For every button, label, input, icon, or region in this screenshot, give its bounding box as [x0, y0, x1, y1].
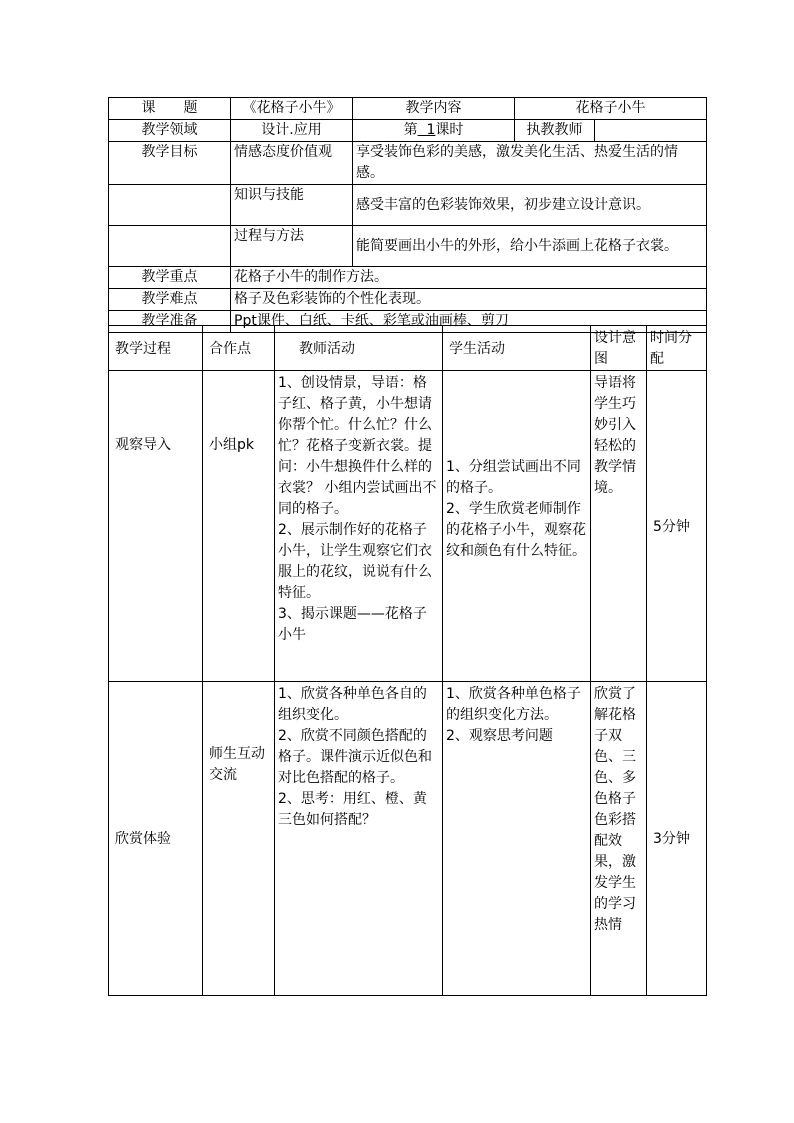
cooperation-cell: 小组pk [203, 371, 275, 682]
intent-header: 设计意图 [591, 326, 647, 371]
course-title: 《花格子小牛》 [231, 98, 353, 120]
student-activity-cell: 1、欣赏各种单色格子的组织变化方法。 2、观察思考问题 [443, 682, 591, 996]
objective-row-3 [109, 226, 707, 267]
student-activity-cell: 1、分组尝试画出不同的格子。 2、学生欣赏老师制作的花格子小牛，观察花纹和颜色有什么特征。 [443, 371, 591, 682]
objective-text: 享受装饰色彩的美感，激发美化生活、热爱生活的情感。 [353, 142, 707, 185]
cooperation-header: 合作点 [203, 326, 275, 371]
period-suffix: 课时 [435, 122, 464, 138]
intent-cell: 欣赏了解花格子双色、三色、多色格子色彩搭配效果，激发学生的学习热情 [591, 682, 647, 996]
student-header: 学生活动 [443, 326, 591, 371]
time-cell: 5分钟 [647, 371, 707, 682]
process-row-1 [109, 371, 707, 682]
content-value: 花格子小牛 [515, 98, 707, 120]
period-cell [353, 120, 515, 142]
objectives-label: 教学目标 [109, 142, 231, 185]
course-label: 课 题 [109, 98, 231, 120]
key-points-row [109, 267, 707, 289]
objectives-blank [109, 226, 231, 267]
time-header: 时间分配 [647, 326, 707, 371]
period-prefix: 第 [403, 122, 418, 138]
objective-row-2 [109, 185, 707, 226]
teaching-process-table [108, 325, 707, 996]
key-points-label: 教学重点 [109, 267, 231, 289]
objective-category: 知识与技能 [231, 185, 353, 226]
objective-category: 情感态度价值观 [231, 142, 353, 185]
stage-cell: 欣赏体验 [109, 682, 203, 996]
process-row-2 [109, 682, 707, 996]
teacher-label: 执教教师 [515, 120, 595, 142]
teacher-activity-cell: 1、欣赏各种单色各自的组织变化。 2、欣赏不同颜色搭配的格子。课件演示近似色和对比色搭配的格子。 2、思考：用红、橙、黄三色如何搭配？ [275, 682, 443, 996]
preparation-value: Ppt课件、白纸、卡纸、彩笔或油画棒、剪刀 [231, 311, 707, 333]
teacher-value [595, 120, 707, 142]
period-number: 1 [426, 122, 436, 138]
teacher-header: 教师活动 [275, 326, 443, 371]
objective-category: 过程与方法 [231, 226, 353, 267]
preparation-label: 教学准备 [109, 311, 231, 333]
objectives-blank [109, 185, 231, 226]
lesson-info-table [108, 97, 707, 333]
cooperation-cell: 师生互动交流 [203, 682, 275, 996]
domain-label: 教学领域 [109, 120, 231, 142]
objective-text: 感受丰富的色彩装饰效果，初步建立设计意识。 [353, 185, 707, 226]
stage-cell: 观察导入 [109, 371, 203, 682]
content-label: 教学内容 [353, 98, 515, 120]
key-points-value: 花格子小牛的制作方法。 [231, 267, 707, 289]
difficulty-label: 教学难点 [109, 289, 231, 311]
process-header-row [109, 326, 707, 371]
objective-text: 能简要画出小牛的外形，给小牛添画上花格子衣裳。 [353, 226, 707, 267]
objective-row-1 [109, 142, 707, 185]
difficulty-row [109, 289, 707, 311]
teacher-activity-cell: 1、创设情景，导语：格子红、格子黄，小牛想请你帮个忙。什么忙？什么忙？花格子变新衣裳。提问：小牛想换件什么样的衣裳？ 小组内尝试画出不同的格子。 2、展示制作好的花格子小牛，让学生观察它们衣服上的花纹，说说有什么特征。 3、揭示课题——花格子小牛 [275, 371, 443, 682]
stage-header: 教学过程 [109, 326, 203, 371]
domain-row [109, 120, 707, 142]
difficulty-value: 格子及色彩装饰的个性化表现。 [231, 289, 707, 311]
domain-value: 设计.应用 [231, 120, 353, 142]
time-cell: 3分钟 [647, 682, 707, 996]
intent-cell: 导语将学生巧妙引入轻松的教学情境。 [591, 371, 647, 682]
course-row [109, 98, 707, 120]
